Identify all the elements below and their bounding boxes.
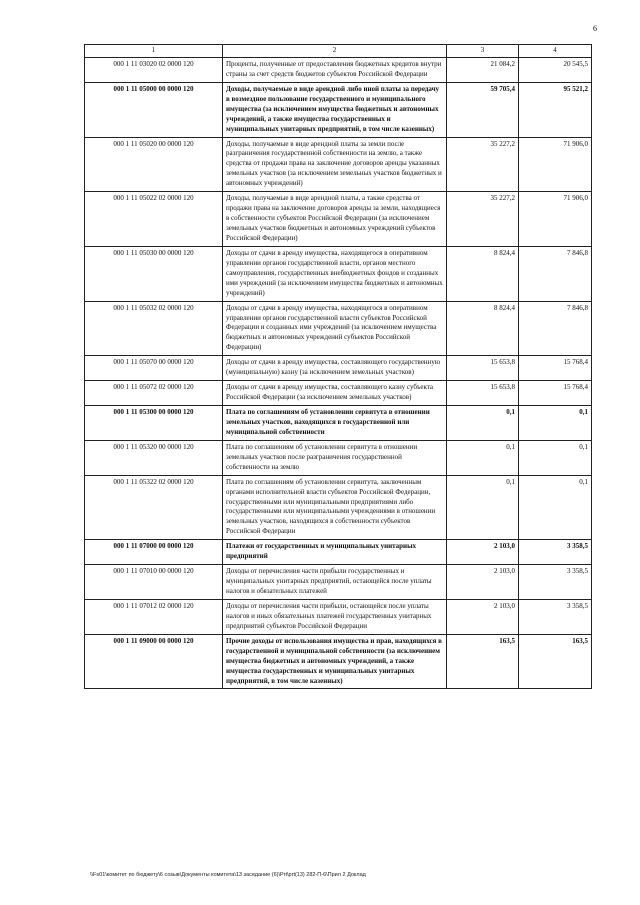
revenue-name-cell: Доходы, получаемые в виде арендной либо иной платы за передачу в возмездное пользование государственного и муниципального имущества (за исключением имущества бюджетных и автономных учреждений, а также имущества государственных и муниципальных унитарных предприятий, в том числе казенных) <box>223 82 447 137</box>
budget-code-cell: 000 1 11 05032 02 0000 120 <box>85 301 223 356</box>
table-row <box>85 599 592 634</box>
value-col3-cell: 0,1 <box>447 440 519 475</box>
column-header-1: 1 <box>85 45 223 58</box>
revenue-name-cell: Прочие доходы от использования имущества и прав, находящихся в государственной и муниципальной собственности (за исключением имущества бюджетных и автономных учреждений, а также имущества государственных и муниципальных унитарных предприятий, в том числе казенных) <box>223 634 447 689</box>
value-col3-cell: 35 227,2 <box>447 137 519 192</box>
revenue-name-cell: Доходы, получаемые в виде арендной платы, а также средства от продажи права на заключение договоров аренды за земли, находящиеся в собственности субъектов Российской Федерации (за исключением земельных участков бюджетных и автономных учреждений субъектов Российской Федерации) <box>223 192 447 247</box>
value-col3-cell: 8 824,4 <box>447 246 519 301</box>
revenue-name-cell: Проценты, полученные от предоставления бюджетных кредитов внутри страны за счет средств бюджетов субъектов Российской Федерации <box>223 57 447 82</box>
value-col4-cell: 95 521,2 <box>519 82 592 137</box>
column-header-2: 2 <box>223 45 447 58</box>
value-col3-cell: 15 653,8 <box>447 356 519 381</box>
budget-code-cell: 000 1 11 03020 02 0000 120 <box>85 57 223 82</box>
value-col3-cell: 0,1 <box>447 475 519 540</box>
value-col4-cell: 7 846,8 <box>519 246 592 301</box>
table-row <box>85 82 592 137</box>
value-col4-cell: 3 358,5 <box>519 565 592 600</box>
budget-code-cell: 000 1 11 05320 00 0000 120 <box>85 440 223 475</box>
value-col3-cell: 21 084,2 <box>447 57 519 82</box>
page-number: 6 <box>593 24 597 33</box>
value-col4-cell: 15 768,4 <box>519 381 592 406</box>
revenue-name-cell: Доходы от сдачи в аренду имущества, находящегося в оперативном управлении органов государственной власти, органов местного самоуправления, государственных внебюджетных фондов и созданных ими учреждений (за исключением имущества бюджетных и автономных учреждений) <box>223 246 447 301</box>
value-col3-cell: 8 824,4 <box>447 301 519 356</box>
table-row <box>85 565 592 600</box>
budget-code-cell: 000 1 11 05072 02 0000 120 <box>85 381 223 406</box>
revenue-name-cell: Доходы от сдачи в аренду имущества, находящегося в оперативном управлении органов государственной власти субъектов Российской Федерации и созданных ими учреждений (за исключением имущества бюджетных и автономных учреждений субъектов Российской Федерации) <box>223 301 447 356</box>
value-col4-cell: 0,1 <box>519 440 592 475</box>
revenue-name-cell: Платежи от государственных и муниципальных унитарных предприятий <box>223 540 447 565</box>
value-col3-cell: 59 705,4 <box>447 82 519 137</box>
budget-code-cell: 000 1 11 05022 02 0000 120 <box>85 192 223 247</box>
value-col4-cell: 71 906,0 <box>519 137 592 192</box>
value-col4-cell: 163,5 <box>519 634 592 689</box>
budget-code-cell: 000 1 11 05020 00 0000 120 <box>85 137 223 192</box>
budget-code-cell: 000 1 11 09000 00 0000 120 <box>85 634 223 689</box>
revenue-table <box>84 44 592 689</box>
budget-code-cell: 000 1 11 05322 02 0000 120 <box>85 475 223 540</box>
value-col4-cell: 3 358,5 <box>519 540 592 565</box>
table-row <box>85 440 592 475</box>
header-row <box>85 45 592 58</box>
value-col3-cell: 15 653,8 <box>447 381 519 406</box>
table-row <box>85 406 592 441</box>
budget-code-cell: 000 1 11 05000 00 0000 120 <box>85 82 223 137</box>
table-row <box>85 192 592 247</box>
budget-code-cell: 000 1 11 07010 00 0000 120 <box>85 565 223 600</box>
revenue-name-cell: Плата по соглашениям об установлении сервитута в отношении земельных участков, находящихся в государственной или муниципальной собственности <box>223 406 447 441</box>
revenue-name-cell: Плата по соглашениям об установлении сервитута в отношении земельных участков после разграничения государственной собственности на землю <box>223 440 447 475</box>
budget-code-cell: 000 1 11 05030 00 0000 120 <box>85 246 223 301</box>
revenue-name-cell: Доходы, получаемые в виде арендной платы за земли после разграничения государственной собственности на землю, а также средства от продажи права на заключение договоров аренды указанных земельных участков (за исключением земельных участков бюджетных и автономных учреждений) <box>223 137 447 192</box>
table-row <box>85 137 592 192</box>
value-col3-cell: 2 103,0 <box>447 599 519 634</box>
budget-code-cell: 000 1 11 07012 02 0000 120 <box>85 599 223 634</box>
value-col3-cell: 2 103,0 <box>447 565 519 600</box>
column-header-4: 4 <box>519 45 592 58</box>
value-col4-cell: 15 768,4 <box>519 356 592 381</box>
column-header-3: 3 <box>447 45 519 58</box>
value-col4-cell: 71 906,0 <box>519 192 592 247</box>
revenue-name-cell: Плата по соглашениям об установлении сервитута, заключенным органами исполнительной власти субъектов Российской Федерации, государственными или муниципальными предприятиями либо государственными или муниципальными учреждениями в отношении земельных участков, находящихся в собственности субъектов Российской Федерации <box>223 475 447 540</box>
table-row <box>85 356 592 381</box>
value-col4-cell: 7 846,8 <box>519 301 592 356</box>
table-row <box>85 634 592 689</box>
budget-code-cell: 000 1 11 05300 00 0000 120 <box>85 406 223 441</box>
table-row <box>85 246 592 301</box>
value-col4-cell: 0,1 <box>519 406 592 441</box>
table-row <box>85 475 592 540</box>
value-col4-cell: 20 545,5 <box>519 57 592 82</box>
budget-code-cell: 000 1 11 05070 00 0000 120 <box>85 356 223 381</box>
value-col4-cell: 0,1 <box>519 475 592 540</box>
value-col3-cell: 163,5 <box>447 634 519 689</box>
table-row <box>85 540 592 565</box>
value-col4-cell: 3 358,5 <box>519 599 592 634</box>
revenue-name-cell: Доходы от сдачи в аренду имущества, составляющего государственную (муниципальную) казну (за исключением земельных участков) <box>223 356 447 381</box>
budget-code-cell: 000 1 11 07000 00 0000 120 <box>85 540 223 565</box>
value-col3-cell: 0,1 <box>447 406 519 441</box>
revenue-name-cell: Доходы от перечисления части прибыли, остающейся после уплаты налогов и иных обязательных платежей государственных унитарных предприятий субъектов Российской Федерации <box>223 599 447 634</box>
table-row <box>85 301 592 356</box>
value-col3-cell: 2 103,0 <box>447 540 519 565</box>
value-col3-cell: 35 227,2 <box>447 192 519 247</box>
table-row <box>85 381 592 406</box>
revenue-name-cell: Доходы от перечисления части прибыли государственных и муниципальных унитарных предприятий, остающейся после уплаты налогов и обязательных платежей <box>223 565 447 600</box>
footer-file-path: \\Fs01\комитет по бюджету\6 созыв\Документы комитета\13 заседание (6)\Prt\prt(13) 282-П-6\Прил 2 Доклад <box>90 872 366 878</box>
table-row <box>85 57 592 82</box>
revenue-name-cell: Доходы от сдачи в аренду имущества, составляющего казну субъекта Российской Федерации (за исключением земельных участков) <box>223 381 447 406</box>
